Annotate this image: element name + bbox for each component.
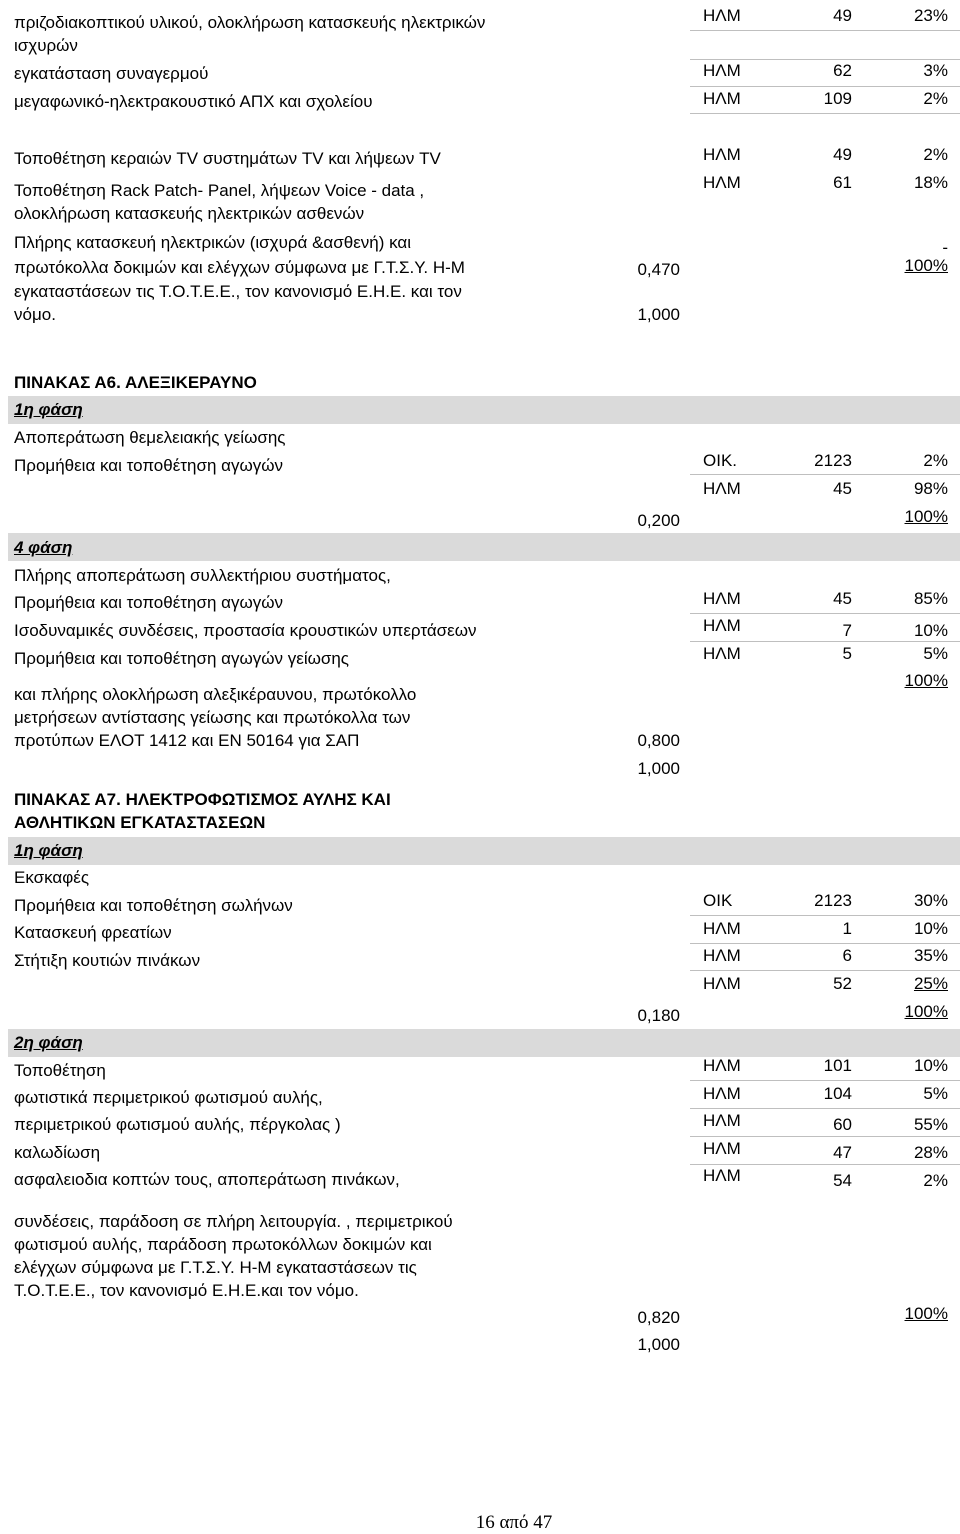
item-code: 49 — [833, 6, 852, 25]
closing-line: Τ.Ο.Τ.Ε.Ε., τον κανονισμό Ε.Η.Ε.και τον νόμο. — [14, 1281, 359, 1300]
phase-heading: 1η φάση — [14, 400, 83, 419]
item-desc: Τοποθέτηση Rack Patch- Panel, λήψεων Voice - data , — [14, 181, 425, 200]
row-code: 5 — [842, 644, 852, 663]
top-rule — [690, 113, 960, 114]
row-unit: ΗΛΜ — [703, 1139, 741, 1158]
table-title-a7: ΠΙΝΑΚΑΣ Α7. ΗΛΕΚΤΡΟΦΩΤΙΣΜΟΣ ΑΥΛΗΣ ΚΑΙ — [14, 790, 391, 809]
top-rule — [690, 30, 960, 31]
row-unit: ΗΛΜ — [703, 974, 741, 993]
table-total: 1,000 — [637, 1335, 680, 1354]
item-desc: Πλήρης κατασκευή ηλεκτρικών (ισχυρά &ασθενή) και — [14, 233, 412, 252]
table-title-a6: ΠΙΝΑΚΑΣ Α6. ΑΛΕΞΙΚΕΡΑΥΝΟ — [14, 373, 257, 392]
item-desc: πριζοδιακοπτικού υλικού, ολοκλήρωση κατασκευής ηλεκτρικών — [14, 13, 486, 32]
row-code: 6 — [842, 946, 852, 965]
phase-total-pct: 100% — [904, 1002, 948, 1021]
row-code: 101 — [823, 1056, 852, 1075]
row-pct: 10% — [913, 919, 948, 938]
item-desc: μεγαφωνικό-ηλεκτρακουστικό ΑΠΧ και σχολείου — [14, 92, 373, 111]
row-pct: 98% — [913, 479, 948, 498]
phase-line: Εκσκαφές — [14, 868, 90, 887]
row-code: 2123 — [814, 891, 852, 910]
closing-line: φωτισμού αυλής, παράδοση πρωτοκόλλων δοκιμών και — [14, 1235, 432, 1254]
row-rule — [690, 915, 960, 916]
row-code: 45 — [833, 479, 852, 498]
phase-line: Στήτιξη κουτιών πινάκων — [14, 951, 201, 970]
row-pct: 30% — [913, 891, 948, 910]
row-pct: 55% — [913, 1115, 948, 1134]
phase-line: Προμήθεια και τοποθέτηση αγωγών — [14, 456, 284, 475]
phase-band — [8, 1029, 960, 1057]
row-unit: ΗΛΜ — [703, 1084, 741, 1103]
item-code: 61 — [833, 173, 852, 192]
phase-weight: 0,800 — [637, 731, 680, 750]
phase-weight: 0,180 — [637, 1006, 680, 1025]
table-total: 1,000 — [637, 759, 680, 778]
top-rule — [690, 86, 960, 87]
item-pct: 2% — [923, 145, 948, 164]
dash-mark: - — [942, 238, 948, 257]
phase-band — [8, 837, 960, 865]
phase-line: Προμήθεια και τοποθέτηση αγωγών γείωσης — [14, 649, 350, 668]
phase-band — [8, 533, 960, 561]
phase-heading: 1η φάση — [14, 841, 83, 860]
item-desc: νόμο. — [14, 305, 56, 324]
phase-total-pct: 100% — [904, 1304, 948, 1323]
row-pct: 85% — [913, 589, 948, 608]
row-code: 54 — [833, 1171, 852, 1190]
table-title-a7: ΑΘΛΗΤΙΚΩΝ ΕΓΚΑΤΑΣΤΑΣΕΩΝ — [14, 813, 266, 832]
phase-line: ασφαλειοδια κοπτών τους, αποπεράτωση πινάκων, — [14, 1170, 400, 1189]
item-unit: ΗΛΜ — [703, 61, 741, 80]
phase-heading: 4 φάση — [14, 538, 73, 557]
row-code: 47 — [833, 1143, 852, 1162]
item-unit: ΗΛΜ — [703, 6, 741, 25]
row-rule — [690, 1136, 960, 1137]
row-unit: ΟΙΚ — [703, 891, 733, 910]
row-pct: 5% — [923, 644, 948, 663]
row-rule — [690, 1080, 960, 1081]
row-pct: 10% — [913, 621, 948, 640]
row-code: 104 — [823, 1084, 852, 1103]
item-desc: εγκατάσταση συναγερμού — [14, 64, 209, 83]
row-pct: 2% — [923, 451, 948, 470]
phase-line: Τοποθέτηση — [14, 1061, 106, 1080]
item-code: 109 — [823, 89, 852, 108]
phase-weight: 0,470 — [637, 260, 680, 279]
row-code: 1 — [842, 919, 852, 938]
phase-line: Αποπεράτωση θεμελειακής γείωσης — [14, 428, 286, 447]
phase-line: Κατασκευή φρεατίων — [14, 923, 172, 942]
row-unit: ΗΛΜ — [703, 919, 741, 938]
phase-total-pct: 100% — [904, 671, 948, 690]
row-unit: ΗΛΜ — [703, 1111, 741, 1130]
row-code: 45 — [833, 589, 852, 608]
row-pct: 28% — [913, 1143, 948, 1162]
row-pct: 25% — [913, 974, 948, 993]
item-code: 49 — [833, 145, 852, 164]
row-code: 60 — [833, 1115, 852, 1134]
item-unit: ΗΛΜ — [703, 145, 741, 164]
item-desc: ισχυρών — [14, 36, 78, 55]
phase-weight: 0,820 — [637, 1308, 680, 1327]
phase-line: Προμήθεια και τοποθέτηση σωλήνων — [14, 896, 293, 915]
row-unit: ΗΛΜ — [703, 616, 741, 635]
phase-band — [8, 396, 960, 424]
phase-total-pct: 100% — [904, 507, 948, 526]
phase-heading: 2η φάση — [14, 1033, 83, 1052]
row-rule — [690, 943, 960, 944]
row-pct: 5% — [923, 1084, 948, 1103]
row-unit: ΗΛΜ — [703, 589, 741, 608]
row-code: 2123 — [814, 451, 852, 470]
row-unit: ΗΛΜ — [703, 1166, 741, 1185]
row-unit: ΗΛΜ — [703, 1056, 741, 1075]
item-pct: 2% — [923, 89, 948, 108]
item-desc: Τοποθέτηση κεραιών TV συστημάτων TV και λήψεων TV — [14, 149, 441, 168]
row-code: 7 — [842, 621, 852, 640]
row-pct: 10% — [913, 1056, 948, 1075]
page-number: 16 από 47 — [475, 1512, 553, 1533]
closing-line: συνδέσεις, παράδοση σε πλήρη λειτουργία. , περιμετρικού — [14, 1212, 453, 1231]
phase-line: και πλήρης ολοκλήρωση αλεξικέραυνου, πρωτόκολλο — [14, 685, 417, 704]
row-unit: ΗΛΜ — [703, 479, 741, 498]
closing-line: ελέγχων σύμφωνα με Γ.Τ.Σ.Υ. Η-Μ εγκαταστάσεων τις — [14, 1258, 417, 1277]
item-pct: 3% — [923, 61, 948, 80]
phase-total-pct: 100% — [904, 256, 948, 275]
item-unit: ΗΛΜ — [703, 173, 741, 192]
row-rule — [690, 474, 960, 475]
item-unit: ΗΛΜ — [703, 89, 741, 108]
row-unit: ΗΛΜ — [703, 946, 741, 965]
item-desc: ολοκλήρωση κατασκευής ηλεκτρικών ασθενών — [14, 204, 365, 223]
item-code: 62 — [833, 61, 852, 80]
phase-line: Προμήθεια και τοποθέτηση αγωγών — [14, 593, 284, 612]
phase-line: Πλήρης αποπεράτωση συλλεκτήριου συστήματος, — [14, 566, 391, 585]
item-desc: πρωτόκολλα δοκιμών και ελέγχων σύμφωνα με Γ.Τ.Σ.Υ. Η-Μ — [14, 258, 465, 277]
item-desc: εγκαταστάσεων τις Τ.Ο.Τ.Ε.Ε., τον κανονισμό Ε.Η.Ε. και τον — [14, 282, 462, 301]
row-pct: 2% — [923, 1171, 948, 1190]
row-pct: 35% — [913, 946, 948, 965]
phase-line: φωτιστικά περιμετρικού φωτισμού αυλής, — [14, 1088, 323, 1107]
phase-line: προτύπων ΕΛΟΤ 1412 και ΕΝ 50164 για ΣΑΠ — [14, 731, 360, 750]
row-rule — [690, 1108, 960, 1109]
row-unit: ΟΙΚ. — [703, 451, 738, 470]
row-code: 52 — [833, 974, 852, 993]
phase-line: Ισοδυναμικές συνδέσεις, προστασία κρουστικών υπερτάσεων — [14, 621, 477, 640]
phase-line: μετρήσεων αντίστασης γείωσης και πρωτόκολλα των — [14, 708, 411, 727]
row-rule — [690, 970, 960, 971]
row-rule — [690, 613, 960, 614]
row-unit: ΗΛΜ — [703, 644, 741, 663]
item-pct: 23% — [913, 6, 948, 25]
phase-weight: 0,200 — [637, 511, 680, 530]
table-total: 1,000 — [637, 305, 680, 324]
phase-line: καλωδίωση — [14, 1143, 101, 1162]
item-pct: 18% — [913, 173, 948, 192]
phase-line: περιμετρικού φωτισμού αυλής, πέργκολας ) — [14, 1115, 341, 1134]
